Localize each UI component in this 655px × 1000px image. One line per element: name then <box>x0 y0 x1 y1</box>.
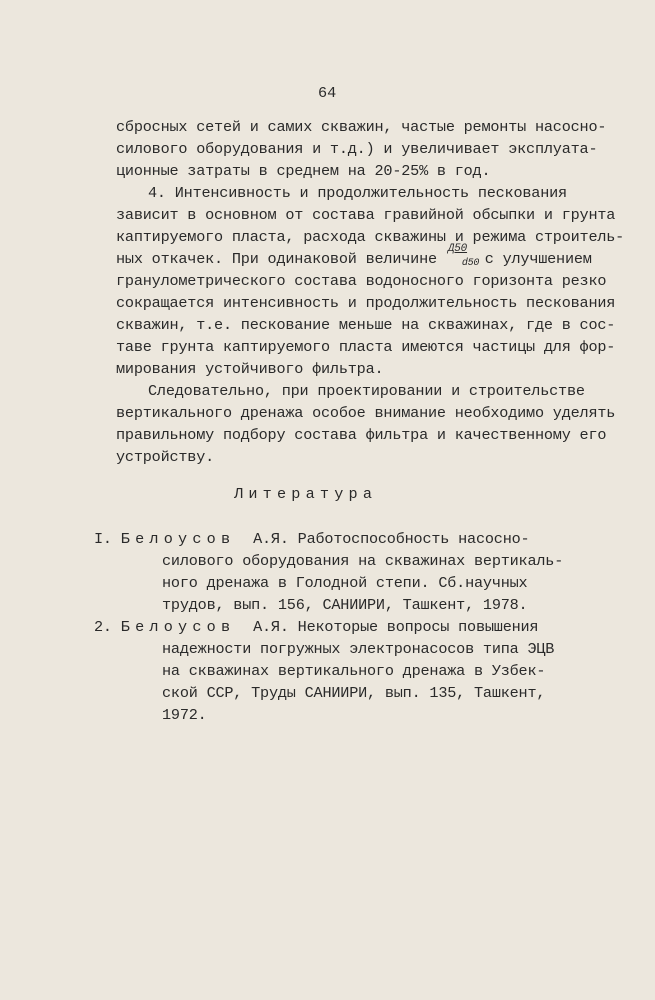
reference-number: 2. <box>94 618 112 636</box>
page-number: 64 <box>318 84 337 102</box>
reference-author: Белоусов <box>120 530 236 548</box>
reference-author: Белоусов <box>120 618 236 636</box>
reference-line: ской ССР, Труды САНИИРИ, вып. 135, Ташкент, <box>162 684 546 702</box>
reference-1-first-line <box>94 528 529 550</box>
text-line: Следовательно, при проектировании и строительстве <box>148 382 585 400</box>
text-line: скважин, т.е. пескование меньше на скважинах, где в сос- <box>116 316 616 334</box>
text-line: правильному подбору состава фильтра и качественному его <box>116 426 607 444</box>
text-line: ционные затраты в среднем на 20-25% в год. <box>116 162 491 180</box>
reference-initials: А.Я. <box>253 618 289 636</box>
fraction-numerator: Д50 <box>447 243 468 255</box>
text-line: зависит в основном от состава гравийной обсыпки и грунта <box>116 206 616 224</box>
reference-line: силового оборудования на скважинах вертикаль- <box>162 552 564 570</box>
reference-number: I. <box>94 530 112 548</box>
reference-title: Некоторые вопросы повышения <box>297 618 539 636</box>
handwritten-fraction <box>446 243 480 270</box>
reference-line: надежности погружных электронасосов типа ЭЦВ <box>162 640 555 658</box>
text-line: устройству. <box>116 448 215 466</box>
text-line: таве грунта каптируемого пласта имеются частицы для фор- <box>116 338 616 356</box>
reference-line: ного дренажа в Голодной степи. Сб.научных <box>162 574 528 592</box>
text-line: гранулометрического состава водоносного горизонта резко <box>116 272 607 290</box>
text-line: каптируемого пласта, расхода скважины и режима строитель- <box>116 228 625 246</box>
reference-line: на скважинах вертикального дренажа в Узбек- <box>162 662 546 680</box>
text-line: силового оборудования и т.д.) и увеличивает эксплуата- <box>116 140 598 158</box>
text-line: 4. Интенсивность и продолжительность пескования <box>148 184 567 202</box>
text-fragment: с улучшением <box>484 250 592 268</box>
reference-line: 1972. <box>162 706 207 724</box>
text-fragment: ных откачек. При одинаковой величине <box>116 250 437 268</box>
text-line: мирования устойчивого фильтра. <box>116 360 384 378</box>
reference-initials: А.Я. <box>253 530 289 548</box>
reference-line: трудов, вып. 156, САНИИРИ, Ташкент, 1978. <box>162 596 528 614</box>
reference-title: Работоспособность насосно- <box>297 530 530 548</box>
text-line-with-fraction <box>116 243 592 270</box>
text-line: сокращается интенсивность и продолжительность пескования <box>116 294 616 312</box>
references-heading: Литература <box>234 485 378 503</box>
reference-2-first-line <box>94 616 538 638</box>
text-line: вертикального дренажа особое внимание необходимо уделять <box>116 404 616 422</box>
text-line: сбросных сетей и самих скважин, частые ремонты насосно- <box>116 118 607 136</box>
fraction-denominator: d50 <box>461 258 480 269</box>
